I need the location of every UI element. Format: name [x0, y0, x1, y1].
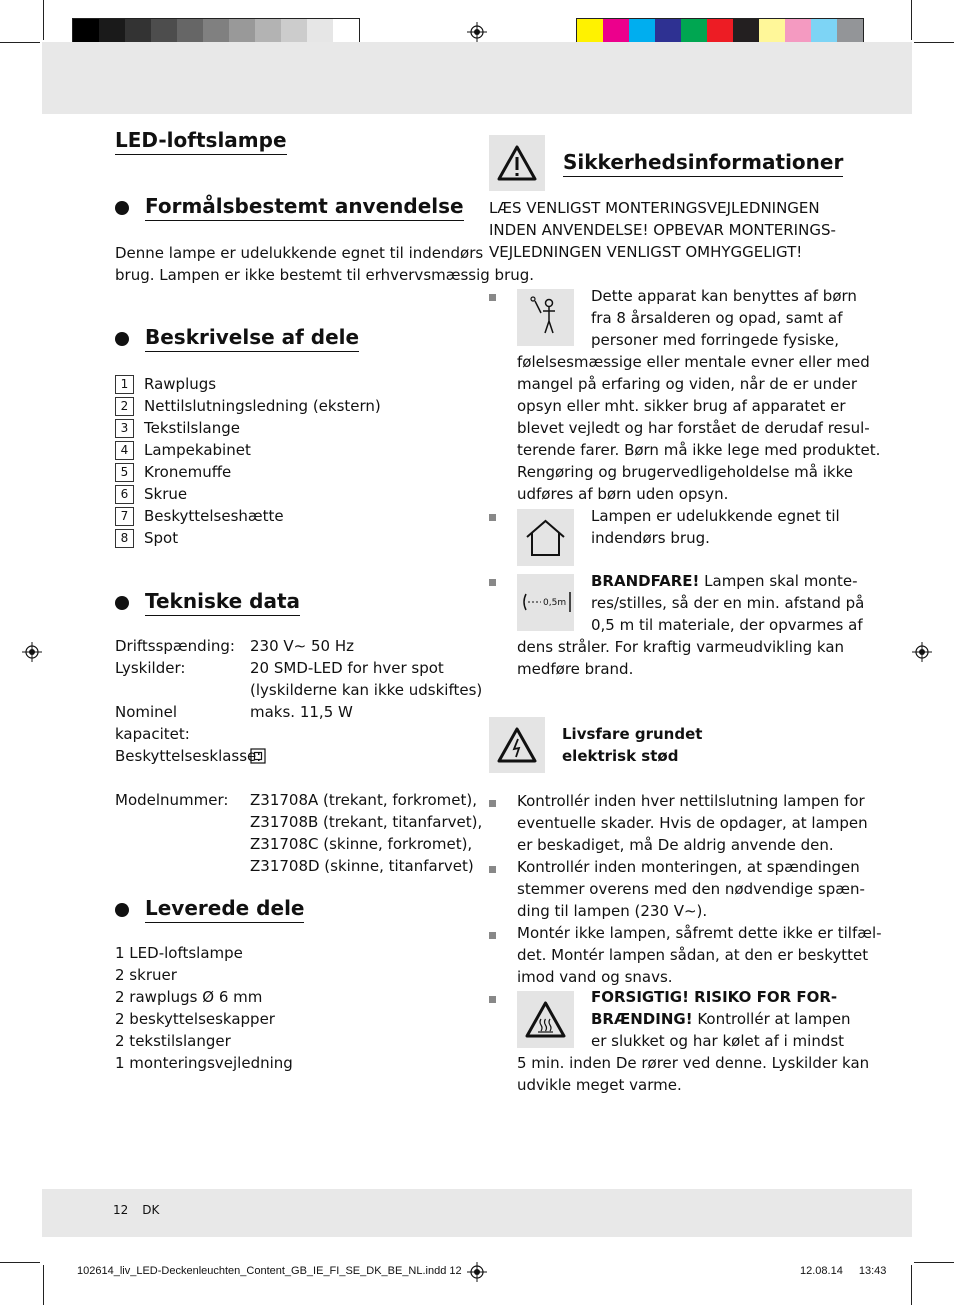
- registration-mark-icon: [467, 1262, 487, 1282]
- bullet-icon: [489, 294, 496, 301]
- list-item: 1 Rawplugs: [115, 373, 381, 395]
- file-time: 13:43: [858, 1265, 887, 1277]
- page-number: 12: [113, 1203, 129, 1217]
- bullet-icon: [489, 996, 496, 1003]
- crop-mark: [0, 1262, 40, 1263]
- list-item: 7 Beskyttelseshætte: [115, 505, 381, 527]
- crop-mark: [43, 0, 44, 40]
- list-item: 8 Spot: [115, 527, 381, 549]
- heading-delivered: Leverede dele: [145, 896, 304, 923]
- section-bullet-icon: [115, 903, 129, 917]
- list-item: 1 LED-loftslampe: [115, 944, 243, 962]
- list-item: 2 rawplugs Ø 6 mm: [115, 988, 263, 1006]
- parts-list: [115, 373, 381, 549]
- crop-mark: [911, 1265, 912, 1305]
- bullet-icon: [489, 800, 496, 807]
- tech-table: Driftsspænding: 230 V∼ 50 Hz Lyskilder: 20 SMD-LED for hver spot (lyskilderne kan ikke udskiftes) Nominel kapacitet: maks. 11,5 W Beskyttelsesklasse: Modelnummer: Z31708A (trekant, forkromet), Z31708B (trekant, titanfarvet), Z31708C (skinne, forkromet), Z31708D (skinne, titanfarvet): [115, 637, 483, 875]
- file-info: 102614_liv_LED-Deckenleuchten_Content_GB_IE_FI_SE_DK_BE_NL.indd 12: [77, 1265, 462, 1277]
- language-code: DK: [142, 1203, 160, 1217]
- bullet-icon: [489, 932, 496, 939]
- list-item: 2 beskyttelseskapper: [115, 1010, 275, 1028]
- list-item: 5 Kronemuffe: [115, 461, 381, 483]
- crop-mark: [43, 1265, 44, 1305]
- file-date: 12.08.14: [800, 1265, 843, 1277]
- distance-icon: [517, 574, 574, 631]
- heading-tech: Tekniske data: [145, 589, 300, 616]
- section-bullet-icon: [115, 332, 129, 346]
- list-item: 1 monteringsvejledning: [115, 1054, 293, 1072]
- child-icon: [517, 289, 574, 346]
- safety-intro: LÆS VENLIGST MONTERINGSVEJLEDNINGEN INDEN ANVENDELSE! OPBEVAR MONTERINGS- VEJLEDNINGEN VENLIGST OMHYGGELIGT!: [489, 199, 836, 261]
- section-bullet-icon: [115, 201, 129, 215]
- heading-safety: Sikkerhedsinformationer: [563, 150, 843, 177]
- warning-icon: [489, 135, 545, 191]
- crop-mark: [914, 1262, 954, 1263]
- list-item: 2 tekstilslanger: [115, 1032, 231, 1050]
- crop-mark: [911, 0, 912, 40]
- bullet-icon: [489, 866, 496, 873]
- bullet-icon: [489, 579, 496, 586]
- list-item: 3 Tekstilslange: [115, 417, 381, 439]
- registration-mark-icon: [22, 642, 42, 662]
- intended-use-text: Denne lampe er udelukkende egnet til indendørs brug. Lampen er ikke bestemt til erhvervsmæssig brug.: [115, 244, 535, 284]
- svg-text:0,5m: 0,5m: [543, 598, 567, 608]
- heading-intended-use: Formålsbestemt anvendelse: [145, 194, 464, 221]
- crop-mark: [0, 42, 40, 43]
- section-bullet-icon: [115, 596, 129, 610]
- hot-surface-icon: [517, 991, 574, 1048]
- crop-mark: [914, 42, 954, 43]
- list-item: 2 Nettilslutningsledning (ekstern): [115, 395, 381, 417]
- heading-parts: Beskrivelse af dele: [145, 325, 359, 352]
- main-title: LED-loftslampe: [115, 128, 287, 155]
- list-item: 2 skruer: [115, 966, 177, 984]
- protection-class-ii-icon: [250, 748, 266, 764]
- registration-mark-icon: [467, 22, 487, 42]
- registration-mark-icon: [912, 642, 932, 662]
- list-item: 4 Lampekabinet: [115, 439, 381, 461]
- delivered-list: [115, 942, 293, 1074]
- footer-band: [42, 1189, 912, 1237]
- bullet-icon: [489, 514, 496, 521]
- electric-shock-icon: [489, 717, 545, 773]
- house-icon: [517, 509, 574, 566]
- header-band: [42, 42, 912, 114]
- list-item: 6 Skrue: [115, 483, 381, 505]
